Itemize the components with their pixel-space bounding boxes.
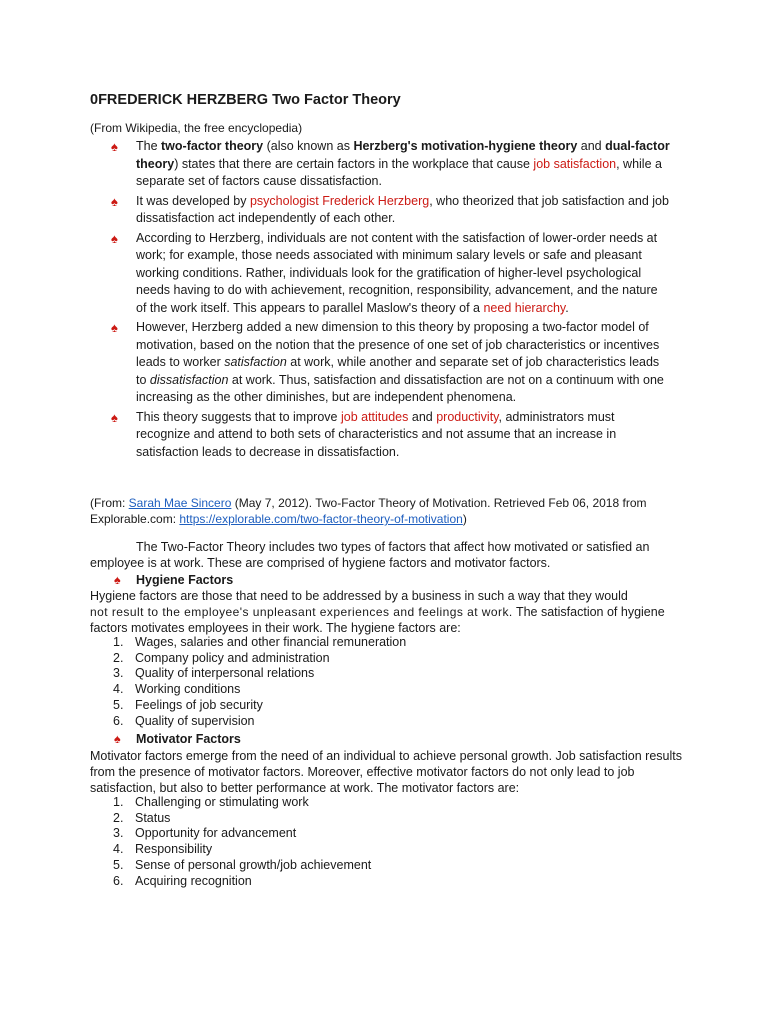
item-number: 3. bbox=[113, 826, 124, 841]
intro-paragraph bbox=[90, 539, 680, 571]
source-note: (From Wikipedia, the free encyclopedia) bbox=[90, 121, 303, 135]
list-item bbox=[111, 138, 671, 191]
list-item bbox=[113, 826, 371, 842]
hygiene-heading bbox=[114, 573, 233, 587]
link-productivity[interactable]: productivity bbox=[436, 409, 499, 424]
item-text: Quality of supervision bbox=[135, 713, 255, 728]
intro-text: The Two-Factor Theory includes two types of factors that affect how motivated or satisfied an employee is at work. These are comprised of hygiene factors and motivator factors. bbox=[90, 540, 650, 570]
text-run: (From: bbox=[90, 496, 129, 510]
item-text: Quality of interpersonal relations bbox=[135, 666, 315, 681]
item-number: 5. bbox=[113, 857, 124, 872]
hygiene-factor-list bbox=[113, 635, 406, 729]
text-run: However, Herzberg added a new dimension to this theory by proposing a two-factor model of motivation, based on the notion that the presence of one set of job characteristics or incentives leads to worker bbox=[136, 320, 660, 369]
text-run: The bbox=[136, 139, 162, 153]
text-run: . bbox=[565, 300, 569, 315]
list-item bbox=[113, 635, 406, 651]
item-number: 1. bbox=[113, 795, 124, 809]
text-run: at work, while another and separate set of job characteristics leads to bbox=[136, 355, 660, 387]
list-item bbox=[113, 811, 371, 827]
item-text: Company policy and administration bbox=[135, 650, 330, 665]
item-number: 6. bbox=[113, 873, 124, 888]
theory-bullet-list bbox=[111, 138, 671, 463]
item-number: 3. bbox=[113, 666, 124, 681]
item-text: Sense of personal growth/job achievement bbox=[135, 857, 372, 872]
spade-icon: ♠ bbox=[111, 193, 118, 209]
text-run: at work. Thus, satisfaction and dissatisfaction are not on a continuum with one increasing as the other diminishes, but are independent phenomena. bbox=[136, 372, 664, 404]
emphasis-satisfaction: satisfaction bbox=[224, 355, 287, 369]
list-item bbox=[111, 230, 671, 318]
item-text: Responsibility bbox=[135, 842, 213, 857]
text-run: , administrators must recognize and attend to both sets of characteristics and not assume that an increase in satisfaction leads to decrease in dissatisfaction. bbox=[136, 409, 617, 459]
link-job-satisfaction[interactable]: job satisfaction bbox=[533, 156, 617, 171]
source-url-link[interactable]: https://explorable.com/two-factor-theory-of-motivation bbox=[179, 512, 463, 526]
link-job-attitudes[interactable]: job attitudes bbox=[340, 409, 409, 424]
item-number: 4. bbox=[113, 682, 124, 697]
text-run: , while a separate set of factors cause dissatisfaction. bbox=[136, 156, 662, 188]
item-number: 2. bbox=[113, 650, 124, 665]
text-run: This theory suggests that to improve bbox=[136, 409, 341, 424]
page-title: 0FREDERICK HERZBERG Two Factor Theory bbox=[90, 92, 401, 108]
item-number: 4. bbox=[113, 842, 124, 857]
item-text: Challenging or stimulating work bbox=[135, 795, 309, 809]
list-item bbox=[111, 409, 671, 462]
motivator-heading-text: Motivator Factors bbox=[136, 732, 241, 746]
list-item bbox=[113, 666, 406, 682]
text-run: not result to the employee's unpleasant experiences and feelings at work. bbox=[90, 605, 513, 619]
item-text: Wages, salaries and other financial remuneration bbox=[135, 635, 407, 649]
term-dual-factor-theory: dual-factor theory bbox=[136, 139, 670, 171]
item-number: 6. bbox=[113, 713, 124, 728]
list-item bbox=[113, 795, 371, 811]
spade-icon: ♠ bbox=[111, 409, 118, 425]
text-run: , who theorized that job satisfaction and job dissatisfaction act independently of each other. bbox=[136, 193, 669, 225]
citation bbox=[90, 495, 670, 527]
list-item bbox=[111, 193, 671, 228]
text-run: ) states that there are certain factors in the workplace that cause bbox=[174, 156, 534, 171]
text-run: and bbox=[408, 409, 437, 424]
motivator-paragraph: Motivator factors emerge from the need of an individual to achieve personal growth. Job satisfaction results from the presence of motivator factors. Moreover, effective motivator factors do not only lead to job satisfaction, but also to better performance at work. The motivator factors are: bbox=[90, 749, 682, 795]
item-number: 5. bbox=[113, 697, 124, 712]
link-need-hierarchy[interactable]: need hierarchy bbox=[483, 300, 566, 315]
spade-icon: ♠ bbox=[111, 139, 118, 154]
item-text: Acquiring recognition bbox=[135, 873, 252, 888]
spade-icon: ♠ bbox=[114, 732, 121, 746]
text-run: and bbox=[577, 139, 606, 153]
list-item bbox=[113, 842, 371, 858]
spade-icon: ♠ bbox=[114, 573, 121, 587]
text-run: ) bbox=[462, 512, 467, 526]
link-psychologist-herzberg[interactable]: psychologist Frederick Herzberg bbox=[249, 193, 430, 208]
term-two-factor-theory: two-factor theory bbox=[161, 139, 264, 153]
item-number: 1. bbox=[113, 635, 124, 649]
hygiene-paragraph bbox=[90, 588, 690, 636]
list-item bbox=[113, 698, 406, 714]
term-motivation-hygiene-theory: Herzberg's motivation-hygiene theory bbox=[353, 139, 578, 153]
list-item bbox=[113, 874, 371, 890]
item-text: Working conditions bbox=[135, 682, 241, 697]
motivator-heading bbox=[114, 732, 241, 746]
author-link[interactable]: Sarah Mae Sincero bbox=[128, 496, 232, 510]
motivator-factor-list bbox=[113, 795, 371, 889]
text-run: (also known as bbox=[263, 139, 354, 153]
list-item bbox=[113, 682, 406, 698]
spade-icon: ♠ bbox=[111, 230, 118, 246]
spade-icon: ♠ bbox=[111, 320, 118, 335]
text-run: According to Herzberg, individuals are not content with the satisfaction of lower-order needs at work; for example, those needs associated with minimum salary levels or safe and pleasant working conditions. Rather, individuals look for the gratification of higher-level psychological needs having to do with achievement, recognition, responsibility, advancement, and the nature of the work itself. This appears to parallel Maslow's theory of a bbox=[136, 230, 658, 315]
list-item bbox=[113, 714, 406, 730]
item-text: Opportunity for advancement bbox=[135, 826, 297, 841]
emphasis-dissatisfaction: dissatisfaction bbox=[149, 372, 229, 387]
text-run: It was developed by bbox=[136, 193, 250, 208]
item-text: Feelings of job security bbox=[135, 697, 263, 712]
hygiene-heading-text: Hygiene Factors bbox=[136, 573, 234, 587]
list-item bbox=[113, 651, 406, 667]
list-item bbox=[111, 319, 671, 407]
list-item bbox=[113, 858, 371, 874]
text-run: Hygiene factors are those that need to be addressed by a business in such a way that they would bbox=[90, 589, 628, 603]
item-number: 2. bbox=[113, 810, 124, 825]
item-text: Status bbox=[135, 810, 171, 825]
text-run: The satisfaction of hygiene factors motivates employees in their work. The hygiene factors are: bbox=[90, 605, 665, 635]
text-run: (May 7, 2012). Two-Factor Theory of Motivation. Retrieved Feb 06, 2018 from Explorable.com: bbox=[90, 496, 647, 526]
